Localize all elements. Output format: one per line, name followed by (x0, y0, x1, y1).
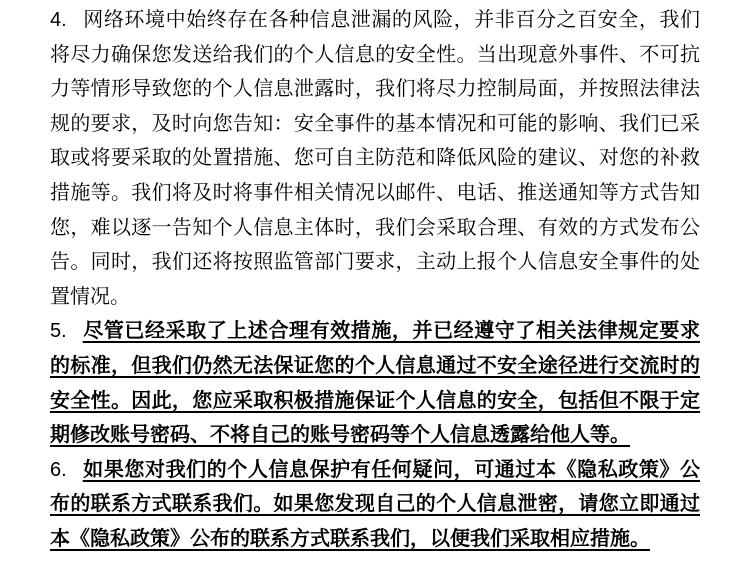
paragraph-4-text: 网络环境中始终存在各种信息泄漏的风险，并非百分之百安全，我们将尽力确保您发送给我们的个人信息的安全性。当出现意外事件、不可抗力等情形导致您的个人信息泄露时，我们将尽力控制局面，并按照法律法规的要求，及时向您告知：安全事件的基本情况和可能的影响、我们已采取或将要采取的处置措施、您可自主防范和降低风险的建议、对您的补救措施等。我们将及时将事件相关情况以邮件、电话、推送通知等方式告知您，难以逐一告知个人信息主体时，我们会采取合理、有效的方式发布公告。同时，我们还将按照监管部门要求，主动上报个人信息安全事件的处置情况。 (50, 9, 700, 308)
paragraph-6-number: 6. (50, 458, 67, 481)
paragraph-6 (50, 453, 700, 557)
paragraph-4 (50, 3, 700, 314)
paragraph-5 (50, 314, 700, 452)
paragraph-4-number: 4. (50, 9, 67, 31)
paragraph-6-text: 如果您对我们的个人信息保护有任何疑问，可通过本《隐私政策》公布的联系方式联系我们。如果您发现自己的个人信息泄密，请您立即通过本《隐私政策》公布的联系方式联系我们，以便我们采取相应措施。 (50, 458, 700, 550)
paragraph-5-text: 尽管已经采取了上述合理有效措施，并已经遵守了相关法律规定要求的标准，但我们仍然无法保证您的个人信息通过不安全途径进行交流时的安全性。因此，您应采取积极措施保证个人信息的安全，包括但不限于定期修改账号密码、不将自己的账号密码等个人信息透露给他人等。 (50, 320, 700, 447)
paragraph-5-number: 5. (50, 320, 67, 343)
